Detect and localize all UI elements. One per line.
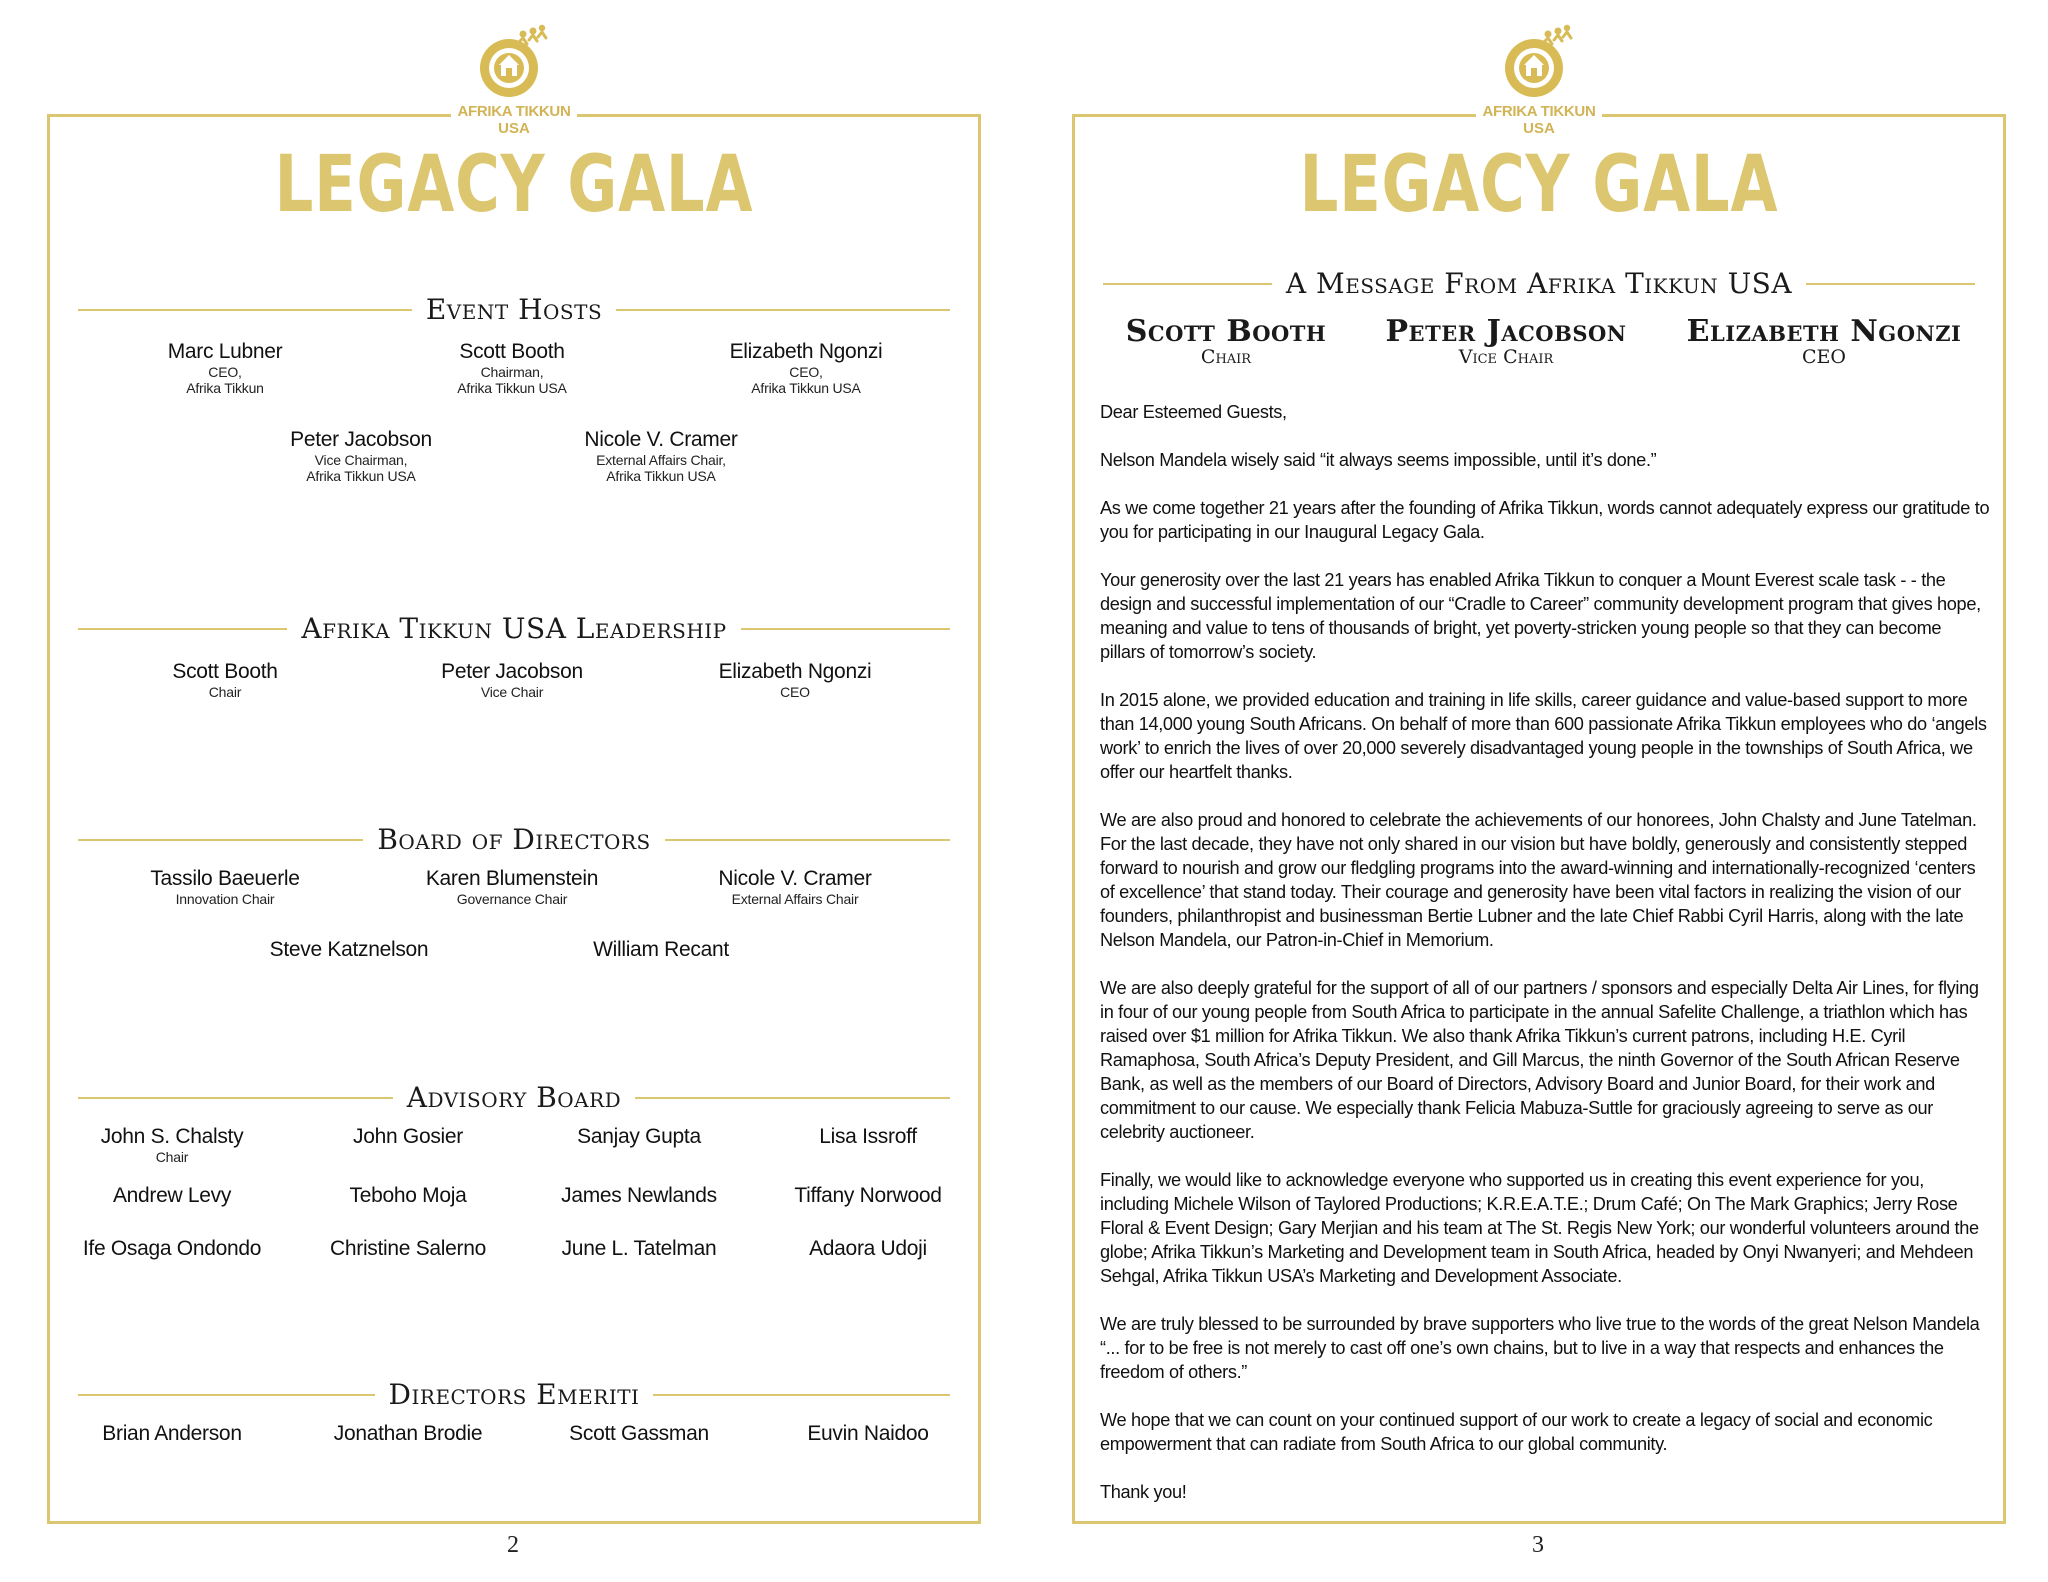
- event-hosts-heading: Event Hosts: [78, 293, 950, 326]
- advisor-card: James Newlands: [561, 1184, 717, 1207]
- emeritus-card: Euvin Naidoo: [807, 1422, 929, 1445]
- board-member-card: Nicole V. Cramer External Affairs Chair: [718, 867, 872, 908]
- letter-paragraph: Your generosity over the last 21 years has enabled Afrika Tikkun to conquer a Mount Everest scale task - - the design and successful implementation of our “Cradle to Career” community development program that gives hope, meaning and value to tens of thousands of bright, yet poverty-stricken young people so that they can become pillars of tomorrow’s society.: [1100, 570, 1981, 662]
- afrika-tikkun-logo: [35, 22, 993, 137]
- message-heading: A Message From Afrika Tikkun USA: [1103, 267, 1975, 300]
- executive-signature: Elizabeth Ngonzi CEO: [1686, 314, 1962, 368]
- board-member-card: Karen Blumenstein Governance Chair: [425, 867, 599, 908]
- leader-card: Scott Booth Chair: [172, 660, 278, 701]
- executive-signature: Peter Jacobson Vice Chair: [1385, 314, 1627, 368]
- page-number: 3: [1532, 1532, 1544, 1558]
- letter-paragraph: We are also proud and honored to celebrate the achievements of our honorees, John Chalsty and June Tatelman. For the last decade, they have not only shared in our vision but have boldly, generously and consistently stepped forward to nourish and grow our fledgling programs into the award-winning and internationally-recognized ‘centers of excellence’ that stand today. Their courage and generosity have been vital factors in realizing the vision of our founders, philanthropist and businessman Bertie Lubner and the late Chief Rabbi Cyril Harris, along with the late Nelson Mandela, our Patron-in-Chief in Memorium.: [1100, 810, 1977, 950]
- afrika-tikkun-logo: [1060, 22, 2018, 137]
- advisor-card: John S. Chalsty Chair: [100, 1125, 244, 1166]
- host-card: Marc Lubner CEO, Afrika Tikkun: [167, 340, 283, 397]
- emeritus-card: Jonathan Brodie: [333, 1422, 483, 1445]
- advisor-card: Andrew Levy: [112, 1184, 232, 1207]
- logo-emblem-icon: [475, 22, 553, 106]
- letter-paragraph: In 2015 alone, we provided education and training in life skills, career guidance and value-based support to more than 14,000 young South Africans. On behalf of more than 600 passionate Afrika Tikkun employees who do ‘angels work’ to enrich the lives of over 20,000 severely disadvantaged young people in the townships of South Africa, we offer our heartfelt thanks.: [1100, 690, 1987, 782]
- logo-text-line2: USA: [1517, 121, 1561, 138]
- emeriti-heading: Directors Emeriti: [78, 1378, 950, 1411]
- host-card: Nicole V. Cramer External Affairs Chair, Afrika Tikkun USA: [584, 428, 738, 485]
- host-card: Scott Booth Chairman, Afrika Tikkun USA: [457, 340, 567, 397]
- advisor-card: Sanjay Gupta: [577, 1125, 701, 1148]
- event-title: LEGACY GALA: [1299, 140, 1779, 230]
- board-member-card: William Recant: [593, 938, 729, 961]
- advisor-card: John Gosier: [353, 1125, 463, 1148]
- advisor-card: June L. Tatelman: [561, 1237, 717, 1260]
- host-card: Peter Jacobson Vice Chairman, Afrika Tikkun USA: [290, 428, 432, 485]
- leader-card: Elizabeth Ngonzi CEO: [718, 660, 872, 701]
- executive-signature: Scott Booth Chair: [1125, 314, 1327, 368]
- letter-paragraph: Nelson Mandela wisely said “it always seems impossible, until it’s done.”: [1100, 450, 1657, 470]
- advisor-card: Ife Osaga Ondondo: [82, 1237, 262, 1260]
- logo-text-line2: USA: [492, 121, 536, 138]
- emeritus-card: Scott Gassman: [569, 1422, 709, 1445]
- left-page: [35, 0, 1035, 1582]
- letter-paragraph: Finally, we would like to acknowledge everyone who supported us in creating this event experience for you, including Michele Wilson of Taylored Productions; K.R.E.A.T.E.; Drum Café; On The Mark Graphics; Jerry Rose Floral & Event Design; Gary Merjian and his team at The St. Regis New York; our wonderful volunteers around the globe; Afrika Tikkun’s Marketing and Development team in South Africa, headed by Onyi Nwanyeri; and Mehdeen Sehgal, Afrika Tikkun USA’s Marketing and Development Associate.: [1100, 1170, 1979, 1286]
- letter-closing: Thank you!: [1100, 1482, 1187, 1502]
- emeritus-card: Brian Anderson: [102, 1422, 242, 1445]
- leadership-heading: Afrika Tikkun USA Leadership: [78, 612, 950, 645]
- advisor-card: Lisa Issroff: [819, 1125, 917, 1148]
- advisor-card: Adaora Udoji: [809, 1237, 927, 1260]
- welcome-letter: [1100, 400, 1990, 1504]
- logo-text-line1: AFRIKA TIKKUN: [1476, 104, 1601, 121]
- letter-paragraph: As we come together 21 years after the founding of Afrika Tikkun, words cannot adequately express our gratitude to you for participating in our Inaugural Legacy Gala.: [1100, 498, 1990, 542]
- logo-emblem-icon: [1500, 22, 1578, 106]
- advisory-heading: Advisory Board: [78, 1081, 950, 1114]
- letter-paragraph: We are truly blessed to be surrounded by brave supporters who live true to the words of the great Nelson Mandela “... for to be free is not merely to cast off one’s own chains, but to live in a way that respects and enhances the freedom of others.”: [1100, 1314, 1980, 1382]
- advisor-card: Christine Salerno: [330, 1237, 486, 1260]
- page-number: 2: [507, 1532, 519, 1558]
- board-member-card: Steve Katznelson: [269, 938, 429, 961]
- board-heading: Board of Directors: [78, 823, 950, 856]
- event-title: LEGACY GALA: [274, 140, 754, 230]
- logo-text-line1: AFRIKA TIKKUN: [451, 104, 576, 121]
- letter-paragraph: Dear Esteemed Guests,: [1100, 402, 1287, 422]
- letter-paragraph: We are also deeply grateful for the support of all of our partners / sponsors and especially Delta Air Lines, for flying in four of our young people from South Africa to participate in the annual Safelite Challenge, a triathlon which has raised over $1 million for Afrika Tikkun. We also thank Afrika Tikkun’s current patrons, including H.E. Cyril Ramaphosa, South Africa’s Deputy President, and Gill Marcus, the ninth Governor of the South African Reserve Bank, as well as the members of our Board of Directors, Advisory Board and Junior Board, for their work and commitment to our cause. We especially thank Felicia Mabuza-Suttle for graciously agreeing to serve as our celebrity auctioneer.: [1100, 978, 1979, 1142]
- host-card: Elizabeth Ngonzi CEO, Afrika Tikkun USA: [729, 340, 883, 397]
- right-page: [1060, 0, 2048, 1582]
- leader-card: Peter Jacobson Vice Chair: [441, 660, 583, 701]
- letter-paragraph: We hope that we can count on your continued support of our work to create a legacy of social and economic empowerment that can radiate from South Africa to our global community.: [1100, 1410, 1933, 1454]
- board-member-card: Tassilo Baeuerle Innovation Chair: [150, 867, 300, 908]
- advisor-card: Teboho Moja: [349, 1184, 467, 1207]
- advisor-card: Tiffany Norwood: [794, 1184, 942, 1207]
